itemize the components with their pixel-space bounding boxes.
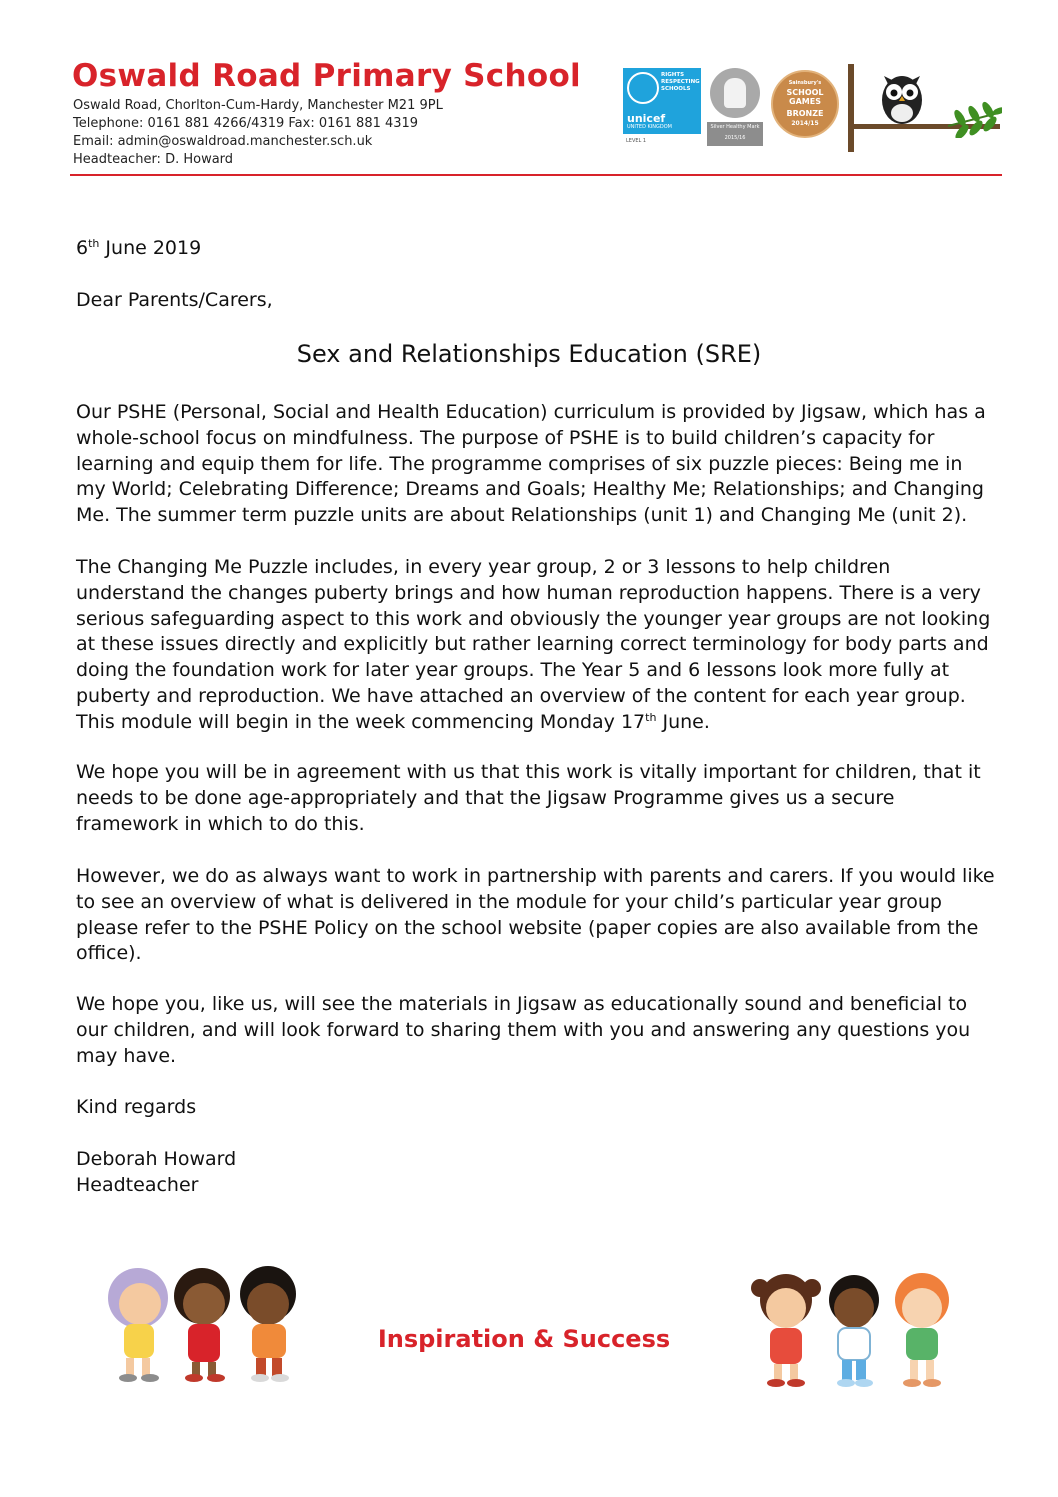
letterhead-divider: [70, 174, 1002, 176]
school-games-badge: [771, 70, 839, 138]
school-email: Email: admin@oswaldroad.manchester.sch.uk: [73, 134, 373, 149]
tree-trunk-graphic: [848, 64, 854, 152]
badge-line: BRONZE: [786, 109, 824, 118]
date-rest: June 2019: [99, 237, 202, 259]
paragraph-4: However, we do as always want to work in partnership with parents and carers. If you would like to see an overview of what is delivered in the module for your child’s particular year group please refer to the PSHE Policy on the school website (paper copies are also available from the office).: [76, 865, 995, 965]
paragraph-1: Our PSHE (Personal, Social and Health Education) curriculum is provided by Jigsaw, which has a whole-school focus on mindfulness. The purpose of PSHE is to build children’s capacity for learning and equip them for life. The programme comprises of six puzzle pieces: Being me in my World; Celebrating Difference; Dreams and Goals; Healthy Me; Relationships; and Changing Me. The summer term puzzle units are about Relationships (unit 1) and Changing Me (unit 2).: [76, 401, 986, 527]
signatory-name: Deborah Howard: [76, 1148, 237, 1170]
letter-date: [76, 236, 996, 262]
badge-line: Sainsbury's: [788, 80, 822, 86]
paragraph-2: [76, 555, 996, 736]
badge-country: UNITED KINGDOM: [627, 124, 672, 130]
leaves-icon: [948, 98, 1002, 138]
healthy-schools-icon: [710, 68, 760, 118]
date-suffix: th: [88, 237, 100, 250]
unicef-logo: unicef: [627, 112, 666, 125]
badge-caption: Silver Healthy Mark 2015/16: [707, 122, 763, 146]
letterhead: [70, 58, 1005, 178]
children-illustration-right: [748, 1266, 964, 1390]
school-telephone: Telephone: 0161 881 4266/4319 Fax: 0161 881 4319: [73, 116, 419, 131]
paragraph-5: We hope you, like us, will see the materials in Jigsaw as educationally sound and beneficial to our children, and will look forward to sharing them with you and answering any questions you may have.: [76, 993, 971, 1067]
badge-line: 2014/15: [791, 120, 819, 127]
rights-respecting-schools-badge: [623, 68, 701, 134]
owl-icon: [876, 68, 928, 126]
paragraph-2-text: The Changing Me Puzzle includes, in every year group, 2 or 3 lessons to help children understand the changes puberty brings and how human reproduction happens. There is a very serious safeguarding aspect to this work and obviously the younger year groups are not looking at these issues directly and explicitly but rather learning correct terminology for body parts and doing the foundation work for later year groups. The Year 5 and 6 lessons look more fully at puberty and reproduction. We have attached an overview of the content for each year group. This module will begin in the week commencing Monday 17: [76, 556, 991, 733]
school-motto: Inspiration & Success: [377, 1325, 671, 1353]
paragraph-2-suffix: th: [645, 710, 657, 724]
signatory-title: Headteacher: [76, 1174, 199, 1196]
letter-title: Sex and Relationships Education (SRE): [296, 340, 762, 368]
paragraph-3: We hope you will be in agreement with us that this work is vitally important for children, that it needs to be done age-appropriately and that the Jigsaw Programme gives us a secure framework in which to do this.: [76, 761, 981, 835]
globe-icon: [627, 72, 659, 104]
badge-title: RIGHTS RESPECTING SCHOOLS: [661, 72, 700, 92]
paragraph-2-end: June.: [656, 710, 710, 733]
children-illustration-left: [98, 1262, 312, 1384]
school-name: Oswald Road Primary School: [72, 58, 581, 94]
healthy-schools-badge: [707, 68, 763, 146]
badge-line: SCHOOL: [786, 88, 824, 97]
badge-level: LEVEL 1: [626, 138, 647, 144]
salutation: Dear Parents/Carers,: [76, 289, 273, 311]
closing: Kind regards: [76, 1096, 197, 1118]
school-address: Oswald Road, Chorlton-Cum-Hardy, Manchester M21 9PL: [73, 98, 443, 113]
school-headteacher: Headteacher: D. Howard: [73, 152, 234, 167]
date-day: 6: [76, 237, 89, 259]
badge-line: GAMES: [789, 97, 821, 106]
